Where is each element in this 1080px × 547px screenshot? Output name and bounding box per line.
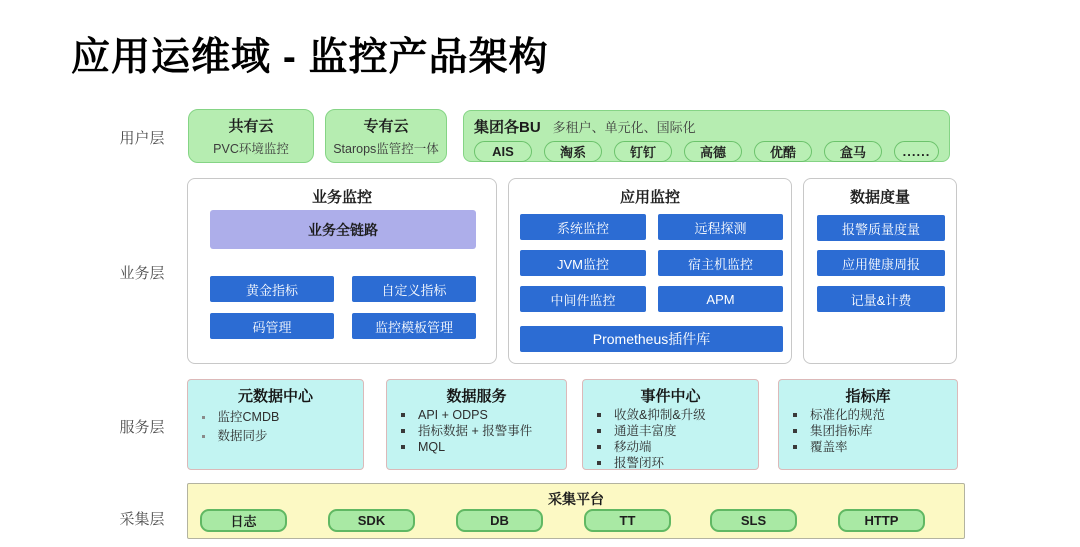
service-item: MQL: [401, 439, 562, 455]
data-metrics-box: [803, 178, 957, 364]
bu-pill-taoxi: 淘系: [544, 141, 602, 162]
metadata-center-box: [187, 379, 364, 470]
bu-pill-ais: AIS: [474, 141, 532, 162]
private-cloud-title: 专有云: [363, 118, 409, 135]
collection-platform-box: [187, 483, 965, 539]
service-item: 报警闭环: [597, 455, 754, 471]
event-center-box: [582, 379, 759, 470]
private-cloud-subtitle: Starops监管控一体: [333, 142, 439, 156]
business-monitoring-title: 业务监控: [311, 189, 372, 206]
service-item: 通道丰富度: [597, 423, 754, 439]
service-item: API + ODPS: [401, 407, 562, 423]
business-monitoring-box: [187, 178, 497, 364]
service-item: 集团指标库: [793, 423, 953, 439]
service-item: 标准化的规范: [793, 407, 953, 423]
bu-pill-hema: 盒马: [824, 141, 882, 162]
data-service-title: 数据服务: [446, 388, 507, 405]
layer-label-user: 用户层: [119, 130, 165, 147]
bu-pill-row: [474, 141, 939, 162]
data-metrics-title: 数据度量: [849, 189, 910, 206]
collector-log: 日志: [200, 509, 287, 532]
public-cloud-subtitle: PVC环境监控: [213, 142, 289, 156]
metering-billing-button: 记量&计费: [817, 286, 945, 312]
layer-label-collection: 采集层: [119, 511, 165, 528]
system-monitor-button: 系统监控: [520, 214, 646, 240]
event-center-title: 事件中心: [640, 388, 701, 405]
collection-platform-title: 采集平台: [548, 491, 604, 507]
service-item: 移动端: [597, 439, 754, 455]
service-item: 指标数据 + 报警事件: [401, 423, 562, 439]
bu-pill-more: ......: [894, 141, 939, 162]
service-item: 数据同步: [202, 427, 359, 446]
layer-label-service: 服务层: [119, 419, 165, 436]
public-cloud-title: 共有云: [228, 118, 274, 135]
app-health-weekly-button: 应用健康周报: [817, 250, 945, 276]
page-title: 应用运维域 - 监控产品架构: [71, 36, 549, 79]
app-monitoring-box: [508, 178, 792, 364]
remote-probe-button: 远程探测: [658, 214, 783, 240]
metadata-center-title: 元数据中心: [237, 388, 313, 405]
group-bu-title: 集团各BU: [474, 119, 541, 136]
custom-metrics-button: 自定义指标: [352, 276, 476, 302]
service-item: 监控CMDB: [202, 408, 359, 427]
private-cloud-box: [325, 109, 447, 163]
group-bu-subtitle: 多租户、单元化、国际化: [552, 120, 696, 135]
metric-library-box: [778, 379, 958, 470]
layer-label-business: 业务层: [119, 265, 165, 282]
bu-pill-dingtalk: 钉钉: [614, 141, 672, 162]
collector-tt: TT: [584, 509, 671, 532]
service-item: 收敛&抑制&升级: [597, 407, 754, 423]
code-mgmt-button: 码管理: [210, 313, 334, 339]
group-bu-box: [463, 110, 950, 162]
app-monitoring-title: 应用监控: [619, 189, 680, 206]
jvm-monitor-button: JVM监控: [520, 250, 646, 276]
biz-full-link-bar: 业务全链路: [210, 210, 476, 249]
prometheus-plugins-button: Prometheus插件库: [520, 326, 783, 352]
bu-pill-gaode: 高德: [684, 141, 742, 162]
collector-sdk: SDK: [328, 509, 415, 532]
service-item: 覆盖率: [793, 439, 953, 455]
public-cloud-box: [188, 109, 314, 163]
host-monitor-button: 宿主机监控: [658, 250, 783, 276]
golden-metrics-button: 黄金指标: [210, 276, 334, 302]
middleware-monitor-button: 中间件监控: [520, 286, 646, 312]
monitor-template-mgmt-button: 监控模板管理: [352, 313, 476, 339]
apm-button: APM: [658, 286, 783, 312]
metric-library-title: 指标库: [845, 388, 891, 405]
bu-pill-youku: 优酷: [754, 141, 812, 162]
alarm-quality-button: 报警质量度量: [817, 215, 945, 241]
collector-http: HTTP: [838, 509, 925, 532]
collector-db: DB: [456, 509, 543, 532]
data-service-box: [386, 379, 567, 470]
collector-sls: SLS: [710, 509, 797, 532]
